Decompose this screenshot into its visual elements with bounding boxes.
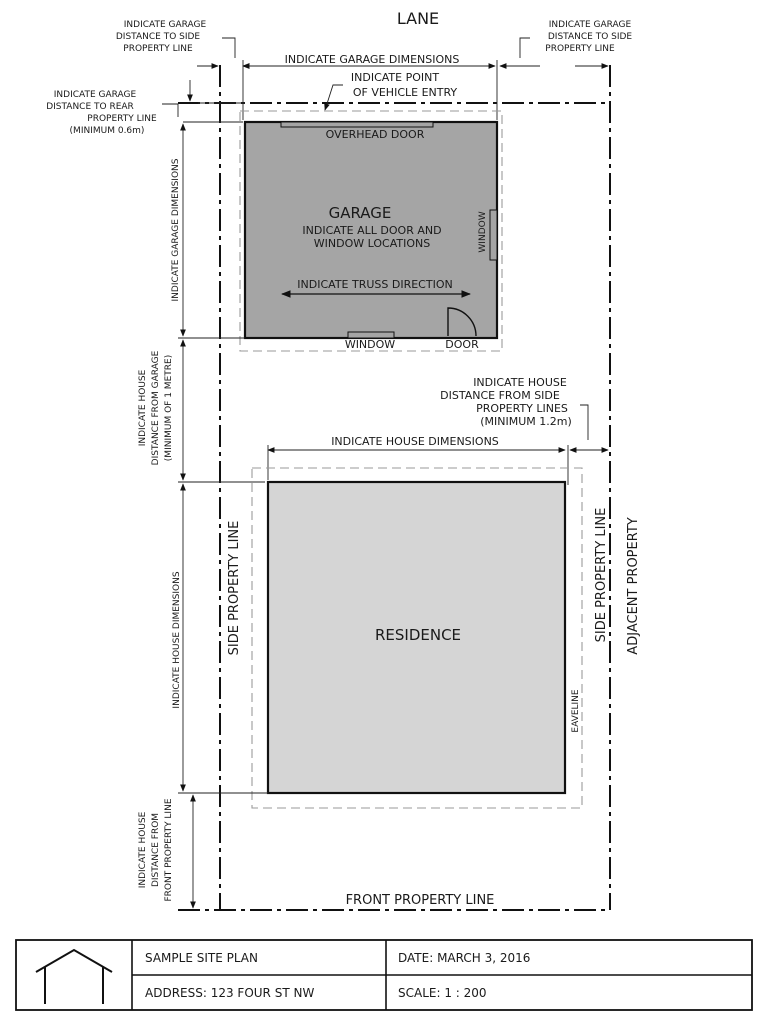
svg-text:DISTANCE TO SIDE: DISTANCE TO SIDE [547, 32, 633, 42]
svg-text:PROPERTY LINE: PROPERTY LINE [87, 114, 157, 124]
house-side-callout [440, 376, 608, 485]
garage-title: GARAGE [328, 204, 392, 222]
house-front-callout [138, 795, 193, 908]
garage-dims-vertical [171, 124, 245, 338]
svg-text:DISTANCE FROM: DISTANCE FROM [151, 812, 161, 888]
garage-side-left-callout [116, 20, 263, 120]
garage-rear-callout [46, 80, 245, 136]
house-from-garage-callout [138, 340, 265, 482]
svg-text:PROPERTY LINE: PROPERTY LINE [545, 44, 615, 54]
svg-text:FRONT PROPERTY LINE: FRONT PROPERTY LINE [164, 798, 174, 902]
svg-text:INDICATE HOUSE: INDICATE HOUSE [138, 369, 148, 447]
svg-text:PROPERTY LINES: PROPERTY LINES [476, 402, 568, 415]
title-block-scale: SCALE: 1 : 200 [398, 986, 487, 1000]
title-block-address: ADDRESS: 123 FOUR ST NW [145, 986, 315, 1000]
svg-text:INDICATE GARAGE: INDICATE GARAGE [123, 20, 207, 30]
svg-text:OF VEHICLE ENTRY: OF VEHICLE ENTRY [352, 86, 458, 99]
svg-text:INDICATE GARAGE: INDICATE GARAGE [53, 90, 137, 100]
title-block-date: DATE: MARCH 3, 2016 [398, 951, 531, 965]
garage-side-window-label: WINDOW [478, 211, 488, 253]
residence-label: RESIDENCE [374, 626, 462, 644]
garage-side-right-callout [500, 20, 632, 66]
svg-text:PROPERTY LINE: PROPERTY LINE [123, 44, 193, 54]
svg-text:INDICATE HOUSE: INDICATE HOUSE [473, 376, 567, 389]
svg-text:INDICATE HOUSE DIMENSIONS: INDICATE HOUSE DIMENSIONS [331, 435, 499, 448]
side-property-left-label: SIDE PROPERTY LINE [227, 520, 242, 656]
svg-text:(MINIMUM OF 1 METRE): (MINIMUM OF 1 METRE) [164, 354, 174, 462]
eaveline-label: EAVELINE [571, 689, 581, 733]
svg-text:(MINIMUM 1.2m): (MINIMUM 1.2m) [480, 415, 572, 428]
svg-text:INDICATE GARAGE DIMENSIONS: INDICATE GARAGE DIMENSIONS [171, 158, 181, 302]
house-dims-vertical [172, 484, 268, 793]
svg-text:INDICATE GARAGE DIMENSIONS: INDICATE GARAGE DIMENSIONS [284, 53, 460, 66]
front-property-label: FRONT PROPERTY LINE [345, 893, 495, 908]
adjacent-property-label: ADJACENT PROPERTY [626, 517, 641, 655]
vehicle-entry-callout [325, 71, 457, 110]
garage-note-1: INDICATE ALL DOOR AND [302, 224, 442, 237]
house-dimensions-callout [268, 435, 565, 480]
garage-side-window [490, 210, 497, 260]
svg-text:DISTANCE TO REAR: DISTANCE TO REAR [46, 102, 134, 112]
truss-direction-label: INDICATE TRUSS DIRECTION [297, 278, 453, 291]
overhead-door-mark [281, 122, 433, 127]
svg-text:INDICATE POINT: INDICATE POINT [350, 71, 440, 84]
svg-text:INDICATE HOUSE: INDICATE HOUSE [138, 811, 148, 889]
side-property-right-label: SIDE PROPERTY LINE [594, 507, 609, 643]
overhead-door-label: OVERHEAD DOOR [325, 128, 425, 141]
svg-text:DISTANCE FROM GARAGE: DISTANCE FROM GARAGE [151, 350, 161, 466]
garage-door-label: DOOR [445, 338, 479, 351]
svg-text:DISTANCE TO SIDE: DISTANCE TO SIDE [115, 32, 201, 42]
title-block-title: SAMPLE SITE PLAN [145, 951, 258, 965]
garage-note-2: WINDOW LOCATIONS [313, 237, 431, 250]
svg-text:(MINIMUM 0.6m): (MINIMUM 0.6m) [69, 126, 145, 136]
lane-label: LANE [396, 9, 440, 28]
svg-text:INDICATE HOUSE DIMENSIONS: INDICATE HOUSE DIMENSIONS [172, 571, 182, 709]
svg-text:DISTANCE FROM SIDE: DISTANCE FROM SIDE [440, 389, 560, 402]
title-block [16, 940, 752, 1010]
garage-bottom-window-label: WINDOW [344, 338, 396, 351]
svg-text:INDICATE GARAGE: INDICATE GARAGE [548, 20, 632, 30]
